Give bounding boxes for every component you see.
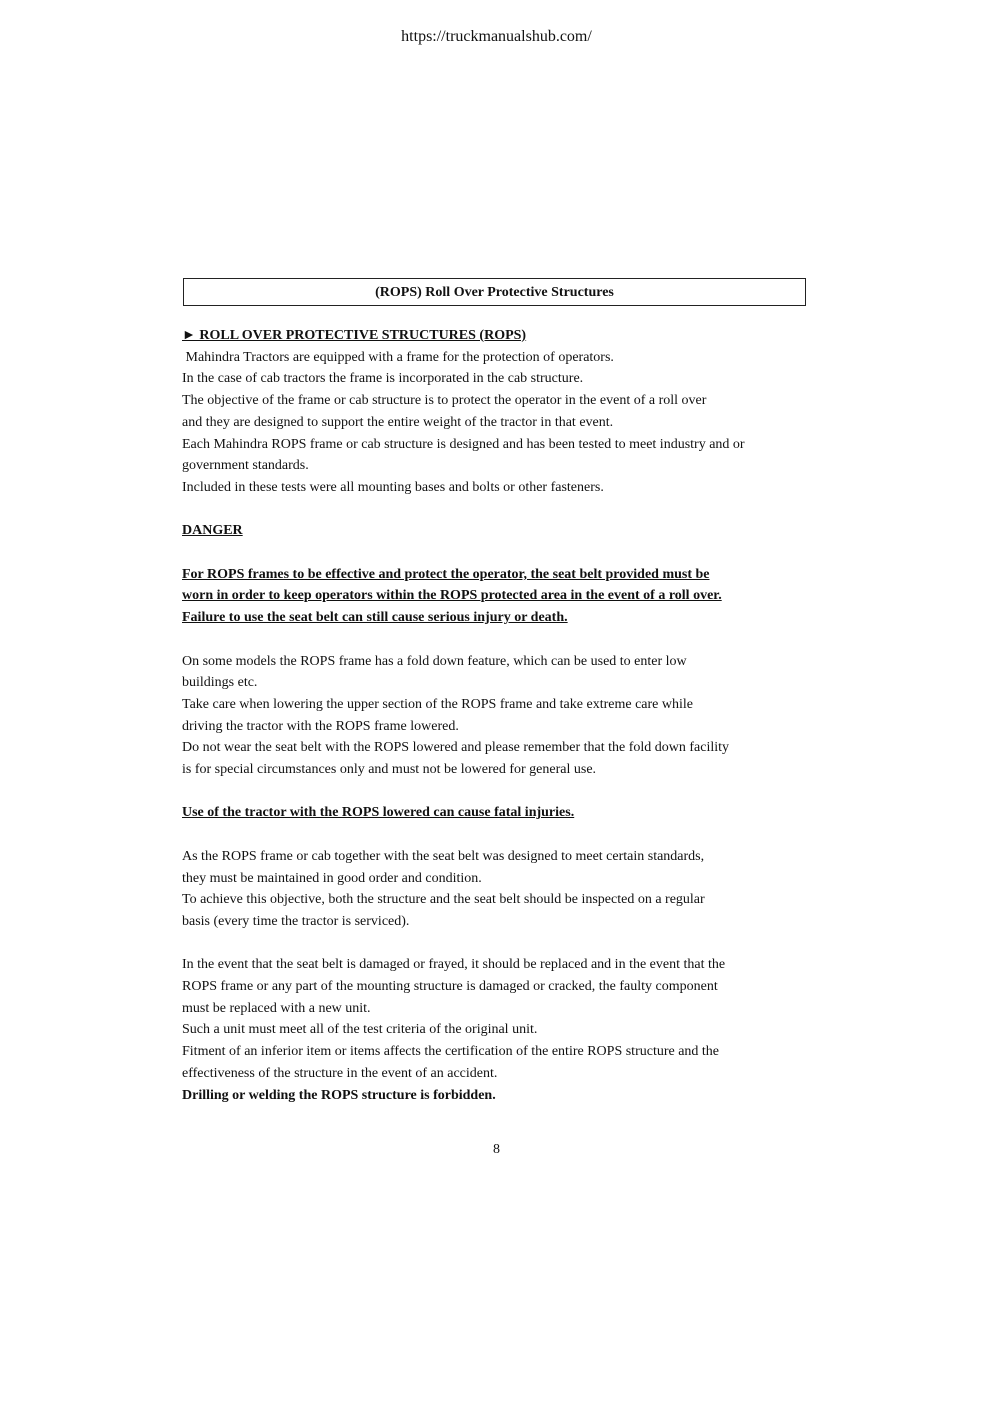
replacement-line: Fitment of an inferior item or items affects the certification of the entire ROPS structure and the bbox=[182, 1044, 720, 1060]
maintenance-line: they must be maintained in good order and condition. bbox=[182, 870, 482, 886]
replacement-line: effectiveness of the structure in the event of an accident. bbox=[182, 1065, 498, 1081]
fatal-warning: Use of the tractor with the ROPS lowered can cause fatal injuries. bbox=[182, 805, 575, 821]
maintenance-line: As the ROPS frame or cab together with the seat belt was designed to meet certain standards, bbox=[182, 848, 705, 864]
intro-line: The objective of the frame or cab structure is to protect the operator in the event of a roll over bbox=[182, 393, 707, 409]
replacement-line: must be replaced with a new unit. bbox=[182, 1000, 371, 1016]
spacer bbox=[182, 499, 822, 521]
intro-line: and they are designed to support the entire weight of the tractor in that event. bbox=[182, 414, 614, 430]
intro-line: In the case of cab tractors the frame is incorporated in the cab structure. bbox=[182, 371, 584, 387]
spacer bbox=[182, 824, 822, 846]
spacer bbox=[182, 781, 822, 803]
intro-line: Each Mahindra ROPS frame or cab structure is designed and has been tested to meet industry and or bbox=[182, 436, 745, 452]
maintenance-line: basis (every time the tractor is serviced). bbox=[182, 913, 410, 929]
fold-down-line: is for special circumstances only and must not be lowered for general use. bbox=[182, 762, 597, 778]
maintenance-line: To achieve this objective, both the structure and the seat belt should be inspected on a regular bbox=[182, 892, 705, 908]
fold-down-line: driving the tractor with the ROPS frame lowered. bbox=[182, 718, 459, 734]
fold-down-line: Do not wear the seat belt with the ROPS lowered and please remember that the fold down facility bbox=[182, 740, 730, 756]
section-title-box: (ROPS) Roll Over Protective Structures bbox=[183, 278, 806, 306]
forbidden-warning: Drilling or welding the ROPS structure is forbidden. bbox=[182, 1087, 496, 1103]
spacer bbox=[182, 933, 822, 955]
source-url[interactable]: https://truckmanualshub.com/ bbox=[401, 28, 592, 45]
fold-down-line: On some models the ROPS frame has a fold down feature, which can be used to enter low bbox=[182, 653, 687, 669]
page-number: 8 bbox=[493, 1142, 500, 1157]
document-body bbox=[182, 325, 822, 1106]
replacement-line: ROPS frame or any part of the mounting structure is damaged or cracked, the faulty component bbox=[182, 979, 718, 994]
intro-line: Mahindra Tractors are equipped with a frame for the protection of operators. bbox=[182, 349, 614, 365]
danger-warning-line: worn in order to keep operators within the ROPS protected area in the event of a roll over. bbox=[182, 588, 722, 604]
intro-line: government standards. bbox=[182, 458, 309, 474]
spacer bbox=[182, 542, 822, 564]
replacement-line: In the event that the seat belt is damaged or frayed, it should be replaced and in the event that the bbox=[182, 957, 726, 973]
spacer bbox=[182, 629, 822, 651]
fold-down-line: buildings etc. bbox=[182, 675, 258, 691]
fold-down-line: Take care when lowering the upper section of the ROPS frame and take extreme care while bbox=[182, 696, 693, 712]
danger-label: DANGER bbox=[182, 523, 243, 539]
danger-warning-line: For ROPS frames to be effective and protect the operator, the seat belt provided must be bbox=[182, 566, 710, 582]
section-heading: ► ROLL OVER PROTECTIVE STRUCTURES (ROPS) bbox=[182, 328, 527, 343]
danger-warning-line: Failure to use the seat belt can still cause serious injury or death. bbox=[182, 610, 568, 626]
replacement-line: Such a unit must meet all of the test criteria of the original unit. bbox=[182, 1022, 538, 1038]
intro-line: Included in these tests were all mounting bases and bolts or other fasteners. bbox=[182, 479, 604, 495]
